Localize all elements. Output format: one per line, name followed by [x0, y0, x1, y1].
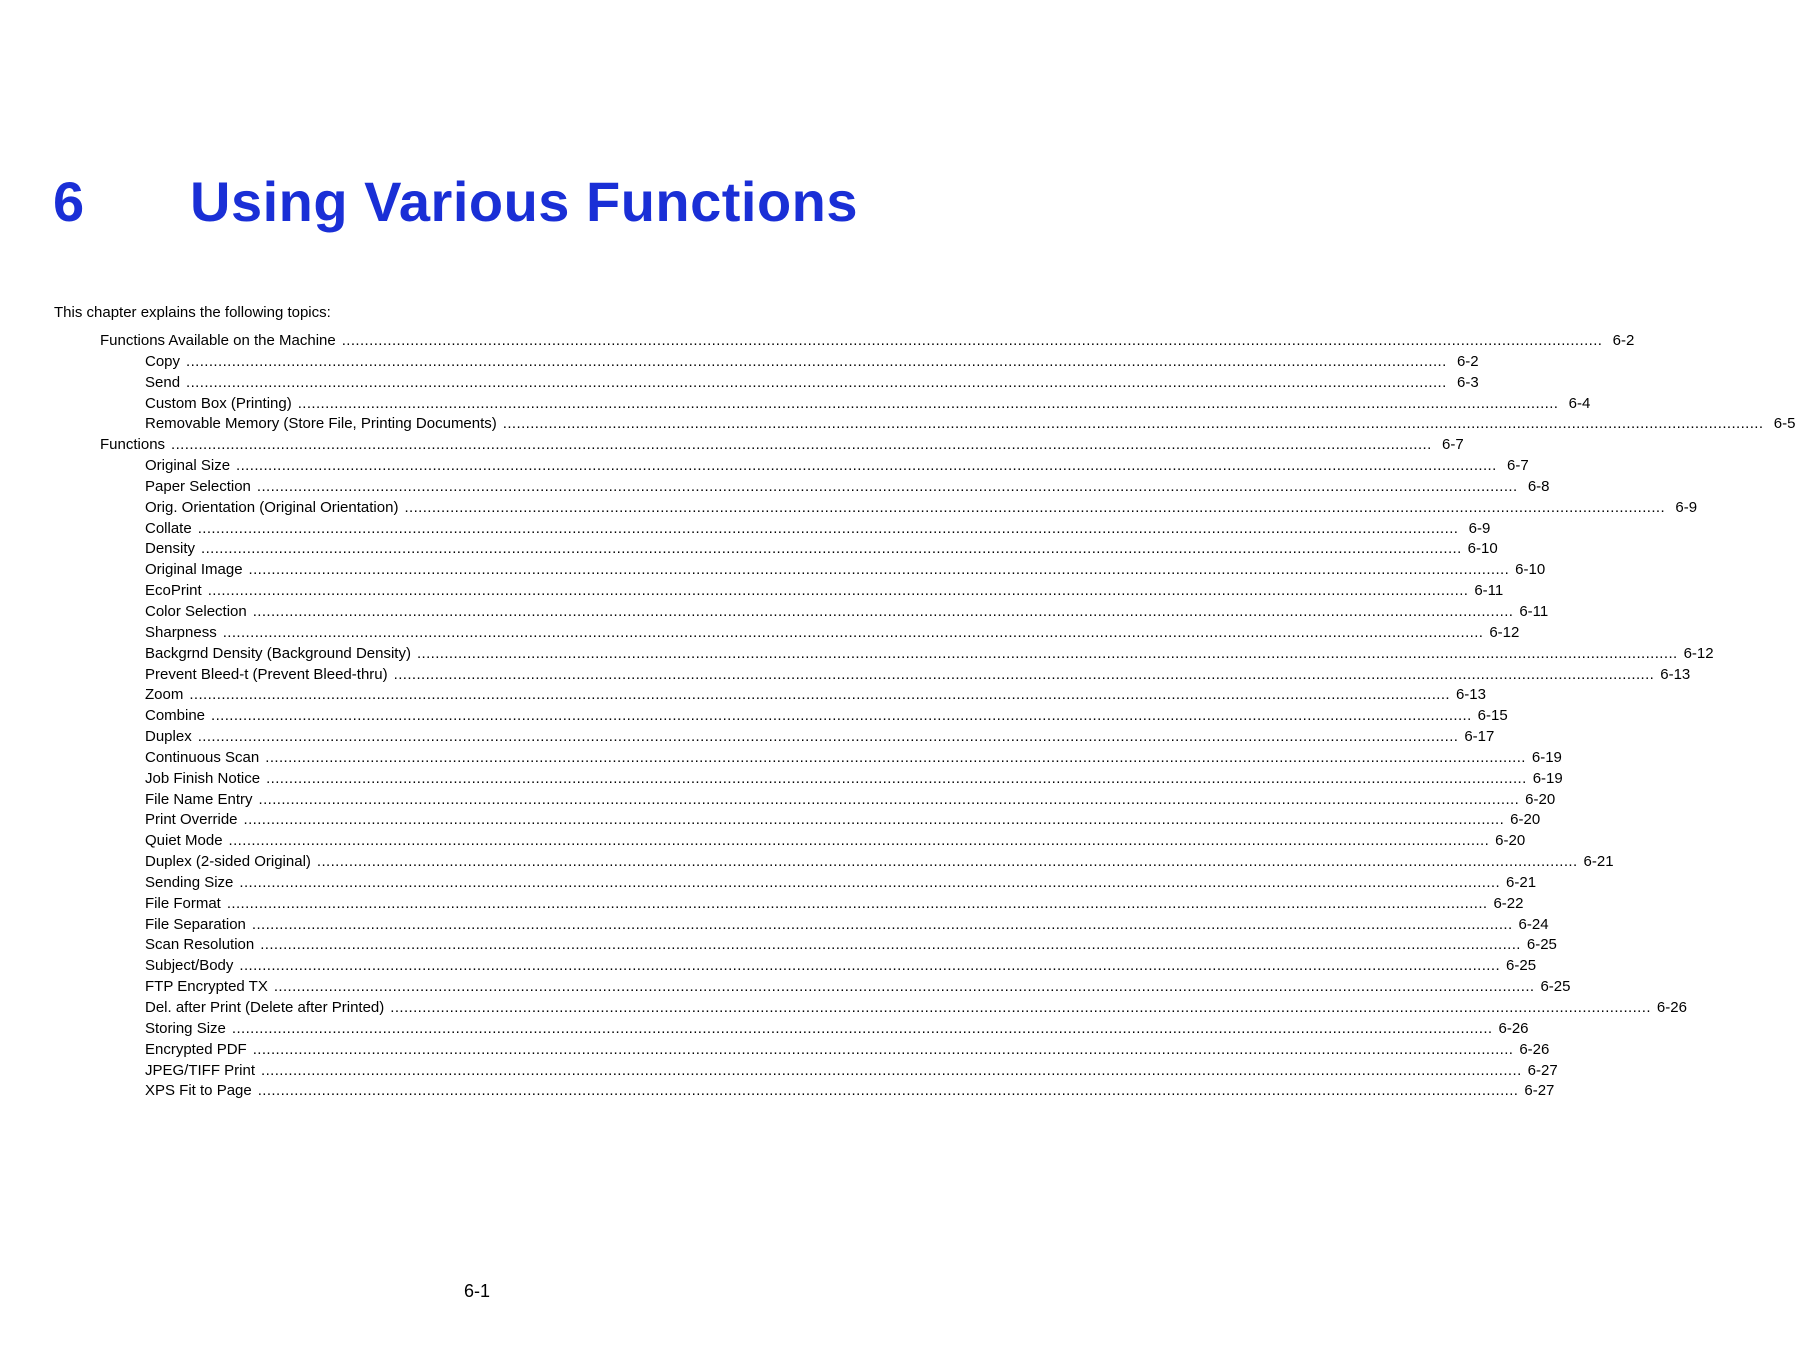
toc-dot-leader — [274, 977, 1535, 998]
chapter-number: 6 — [53, 170, 85, 233]
toc-entry-label: Combine — [145, 707, 206, 725]
toc-entry-label: Backgrnd Density (Background Density) — [145, 644, 411, 662]
toc-dot-leader — [503, 414, 1764, 435]
toc-entry-page: 6-25 — [1506, 957, 1537, 975]
toc-dot-leader — [232, 1019, 1493, 1040]
toc-dot-leader — [253, 602, 1514, 623]
toc-entry-page: 6-13 — [1660, 665, 1691, 683]
toc-entry-label: Functions Available on the Machine — [100, 332, 336, 349]
toc-entry-label: FTP Encrypted TX — [145, 978, 268, 996]
toc-dot-leader — [211, 706, 1472, 727]
toc-entry-page: 6-20 — [1510, 811, 1541, 829]
toc-dot-leader — [260, 935, 1521, 956]
toc-entry[interactable] — [100, 873, 1537, 894]
toc-entry[interactable] — [100, 394, 1591, 415]
toc-entry[interactable] — [100, 1019, 1529, 1040]
toc-entry-label: XPS Fit to Page — [145, 1082, 252, 1100]
toc-entry-page: 6-4 — [1568, 394, 1591, 412]
toc-entry[interactable] — [100, 685, 1486, 706]
toc-entry[interactable] — [100, 852, 1614, 873]
toc-dot-leader — [298, 394, 1559, 415]
toc-entry-page: 6-2 — [1456, 352, 1479, 370]
toc-entry-label: Original Image — [145, 561, 243, 579]
table-of-contents — [100, 331, 1795, 1102]
toc-entry[interactable] — [100, 539, 1498, 560]
toc-dot-leader — [258, 1081, 1519, 1102]
intro-text: This chapter explains the following topics: — [54, 304, 331, 321]
toc-entry[interactable] — [100, 769, 1563, 790]
toc-dot-leader — [198, 727, 1459, 748]
toc-entry-page: 6-22 — [1493, 894, 1524, 912]
toc-section-entry[interactable] — [100, 331, 1635, 352]
toc-entry-label: Send — [145, 373, 181, 391]
toc-entry-label: Original Size — [145, 457, 231, 475]
toc-entry[interactable] — [100, 665, 1691, 686]
toc-entry-label: Duplex (2-sided Original) — [145, 853, 311, 871]
toc-entry-page: 6-25 — [1540, 978, 1571, 996]
toc-entry[interactable] — [100, 498, 1698, 519]
toc-dot-leader — [201, 539, 1462, 560]
toc-entry-page: 6-12 — [1489, 623, 1520, 641]
toc-entry-label: Continuous Scan — [145, 748, 260, 766]
toc-entry-label: JPEG/TIFF Print — [145, 1061, 256, 1079]
toc-entry-label: Density — [145, 540, 196, 558]
toc-entry[interactable] — [100, 977, 1571, 998]
toc-entry[interactable] — [100, 602, 1549, 623]
toc-dot-leader — [239, 956, 1500, 977]
toc-entry[interactable] — [100, 894, 1524, 915]
toc-entry-page: 6-9 — [1675, 498, 1698, 516]
toc-entry-page: 6-20 — [1525, 790, 1556, 808]
toc-entry-page: 6-3 — [1456, 373, 1479, 391]
toc-entry[interactable] — [100, 560, 1546, 581]
toc-entry-label: Sharpness — [145, 623, 217, 641]
toc-dot-leader — [252, 915, 1513, 936]
toc-dot-leader — [259, 790, 1520, 811]
toc-entry-label: File Name Entry — [145, 790, 253, 808]
toc-entry[interactable] — [100, 1061, 1558, 1082]
toc-entry-label: Orig. Orientation (Original Orientation) — [145, 498, 399, 516]
toc-entry-label: Sending Size — [145, 873, 234, 891]
toc-dot-leader — [253, 1040, 1514, 1061]
toc-dot-leader — [257, 477, 1518, 498]
toc-entry-page: 6-27 — [1524, 1082, 1555, 1100]
toc-dot-leader — [394, 665, 1655, 686]
toc-entry-page: 6-21 — [1506, 873, 1537, 891]
toc-entry-page: 6-15 — [1477, 707, 1508, 725]
toc-entry[interactable] — [100, 706, 1508, 727]
toc-entry-page: 6-2 — [1612, 332, 1635, 349]
toc-entry-label: EcoPrint — [145, 582, 202, 600]
toc-entry-page: 6-19 — [1532, 769, 1563, 787]
toc-entry-page: 6-27 — [1527, 1061, 1558, 1079]
toc-entry[interactable] — [100, 1081, 1555, 1102]
toc-dot-leader — [261, 1061, 1522, 1082]
toc-dot-leader — [198, 519, 1459, 540]
toc-entry-page: 6-26 — [1656, 999, 1687, 1016]
toc-entry-page: 6-24 — [1518, 915, 1549, 933]
toc-entry-page: 6-11 — [1519, 602, 1549, 620]
chapter-title: Using Various Functions — [190, 170, 859, 233]
toc-entry-label: Scan Resolution — [145, 936, 255, 954]
toc-dot-leader — [265, 748, 1526, 769]
toc-entry-page: 6-7 — [1506, 457, 1529, 475]
toc-entry-page: 6-25 — [1526, 936, 1557, 954]
toc-dot-leader — [404, 498, 1665, 519]
toc-entry-label: Encrypted PDF — [145, 1040, 247, 1058]
chapter-heading — [53, 162, 913, 242]
toc-entry[interactable] — [100, 956, 1537, 977]
toc-entry-label: Print Override — [145, 811, 238, 829]
toc-entry-page: 6-20 — [1495, 832, 1526, 850]
toc-entry[interactable] — [100, 915, 1549, 936]
toc-entry[interactable] — [100, 519, 1491, 540]
toc-entry-page: 6-8 — [1527, 477, 1550, 495]
toc-entry-page: 6-26 — [1519, 1040, 1550, 1058]
toc-entry-label: Prevent Bleed-t (Prevent Bleed-thru) — [145, 665, 388, 683]
toc-entry[interactable] — [100, 352, 1479, 373]
toc-entry-label: Custom Box (Printing) — [145, 394, 292, 412]
toc-dot-leader — [342, 331, 1603, 352]
toc-entry[interactable] — [100, 581, 1504, 602]
toc-entry[interactable] — [100, 477, 1550, 498]
toc-entry-page: 6-19 — [1531, 748, 1562, 766]
toc-entry-label: Storing Size — [145, 1019, 226, 1037]
toc-dot-leader — [317, 852, 1578, 873]
toc-dot-leader — [390, 998, 1651, 1019]
toc-entry[interactable] — [100, 831, 1526, 852]
toc-entry-page: 6-10 — [1467, 540, 1498, 558]
toc-dot-leader — [239, 873, 1500, 894]
toc-entry-page: 6-26 — [1498, 1019, 1529, 1037]
toc-entry-page: 6-21 — [1583, 853, 1614, 871]
toc-entry-label: File Format — [145, 894, 221, 912]
toc-dot-leader — [227, 894, 1488, 915]
toc-dot-leader — [229, 831, 1490, 852]
toc-entry-page: 6-13 — [1455, 686, 1486, 704]
toc-entry[interactable] — [100, 998, 1687, 1019]
toc-entry[interactable] — [100, 644, 1714, 665]
toc-dot-leader — [186, 373, 1447, 394]
toc-entry[interactable] — [100, 727, 1495, 748]
toc-entry-page: 6-9 — [1468, 519, 1491, 537]
toc-entry-page: 6-5 — [1773, 415, 1795, 433]
toc-entry[interactable] — [100, 456, 1529, 477]
toc-dot-leader — [236, 456, 1497, 477]
toc-entry[interactable] — [100, 810, 1541, 831]
toc-dot-leader — [186, 352, 1447, 373]
toc-entry-label: Zoom — [145, 686, 184, 704]
toc-entry-label: File Separation — [145, 915, 246, 933]
toc-dot-leader — [249, 560, 1510, 581]
toc-entry[interactable] — [100, 748, 1562, 769]
toc-entry-label: Functions — [100, 436, 166, 454]
toc-entry-label: Collate — [145, 519, 192, 537]
toc-dot-leader — [208, 581, 1469, 602]
toc-entry[interactable] — [100, 935, 1557, 956]
toc-entry-label: Paper Selection — [145, 477, 251, 495]
toc-entry-label: Job Finish Notice — [145, 769, 261, 787]
toc-dot-leader — [189, 685, 1450, 706]
toc-dot-leader — [223, 623, 1484, 644]
page-number: 6-1 — [463, 1281, 490, 1301]
toc-entry[interactable] — [100, 790, 1556, 811]
toc-entry[interactable] — [100, 414, 1795, 435]
toc-entry-page: 6-12 — [1683, 644, 1714, 662]
toc-entry-label: Quiet Mode — [145, 832, 223, 850]
toc-entry-page: 6-11 — [1474, 582, 1504, 600]
toc-entry-label: Subject/Body — [145, 957, 234, 975]
toc-entry-label: Color Selection — [145, 602, 247, 620]
toc-entry-page: 6-17 — [1464, 728, 1495, 746]
toc-entry-page: 6-7 — [1441, 436, 1464, 454]
toc-entry-label: Del. after Print (Delete after Printed) — [145, 999, 385, 1016]
toc-entry[interactable] — [100, 1040, 1550, 1061]
toc-entry-label: Copy — [145, 352, 181, 370]
toc-entry[interactable] — [100, 373, 1479, 394]
toc-dot-leader — [266, 769, 1527, 790]
toc-section-entry[interactable] — [100, 435, 1464, 456]
toc-dot-leader — [171, 435, 1432, 456]
toc-entry-label: Duplex — [145, 728, 192, 746]
toc-entry-page: 6-10 — [1515, 561, 1546, 579]
toc-entry[interactable] — [100, 623, 1520, 644]
toc-dot-leader — [244, 810, 1505, 831]
toc-dot-leader — [417, 644, 1678, 665]
toc-entry-label: Removable Memory (Store File, Printing Documents) — [145, 415, 497, 433]
